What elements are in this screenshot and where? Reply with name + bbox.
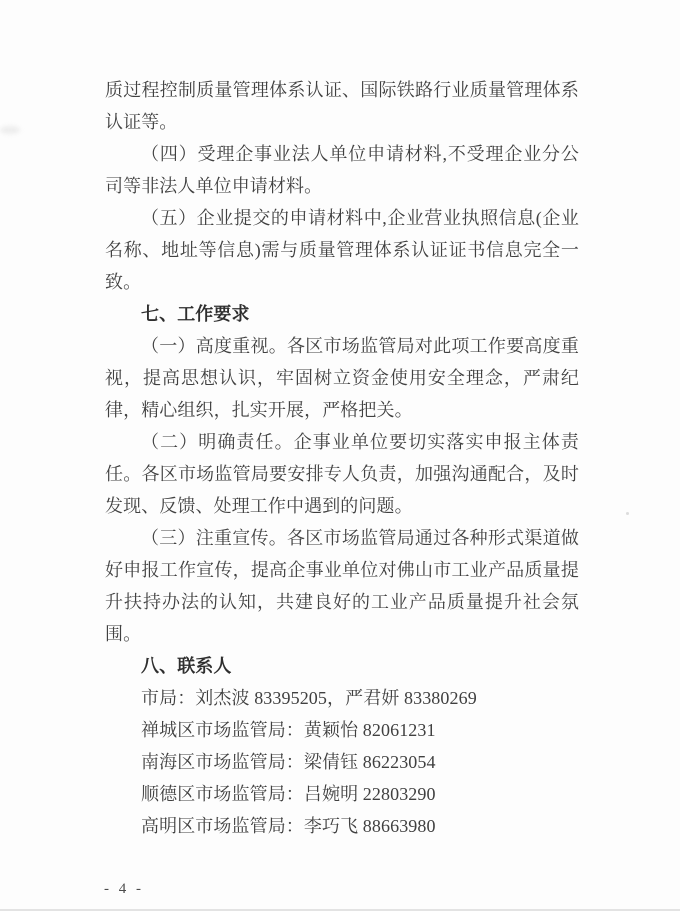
paragraph: （二）明确责任。企事业单位要切实落实申报主体责任。各区市场监管局要安排专人负责，加强沟通配合，及时发现、反馈、处理工作中遇到的问题。 xyxy=(105,432,579,516)
contact-line: 市局：刘杰波 83395205，严君妍 83380269 xyxy=(141,688,477,708)
body-text xyxy=(105,74,579,842)
paragraph-continuation: 质过程控制质量管理体系认证、国际铁路行业质量管理体系认证等。 xyxy=(105,80,579,132)
contact-line: 禅城区市场监管局：黄颖怡 82061231 xyxy=(141,720,436,740)
paragraph: （四）受理企事业法人单位申请材料,不受理企业分公司等非法人单位申请材料。 xyxy=(105,144,579,196)
paragraph: （一）高度重视。各区市场监管局对此项工作要高度重视，提高思想认识，牢固树立资金使用安全理念，严肃纪律，精心组织，扎实开展，严格把关。 xyxy=(105,336,579,420)
contact-line: 高明区市场监管局：李巧飞 88663980 xyxy=(141,816,436,836)
section-heading: 七、工作要求 xyxy=(141,304,250,324)
paragraph: （三）注重宣传。各区市场监管局通过各种形式渠道做好申报工作宣传，提高企事业单位对佛山市工业产品质量提升扶持办法的认知，共建良好的工业产品质量提升社会氛围。 xyxy=(105,528,579,644)
scan-artifact-speck xyxy=(626,512,629,515)
scan-artifact-smudge xyxy=(0,126,20,134)
paragraph: （五）企业提交的申请材料中,企业营业执照信息(企业名称、地址等信息)需与质量管理体系认证证书信息完全一致。 xyxy=(105,208,579,292)
contact-line: 顺德区市场监管局：吕婉明 22803290 xyxy=(141,784,436,804)
contact-line: 南海区市场监管局：梁倩钰 86223054 xyxy=(141,752,436,772)
page-number: - 4 - xyxy=(104,881,144,897)
section-heading: 八、联系人 xyxy=(141,656,232,676)
